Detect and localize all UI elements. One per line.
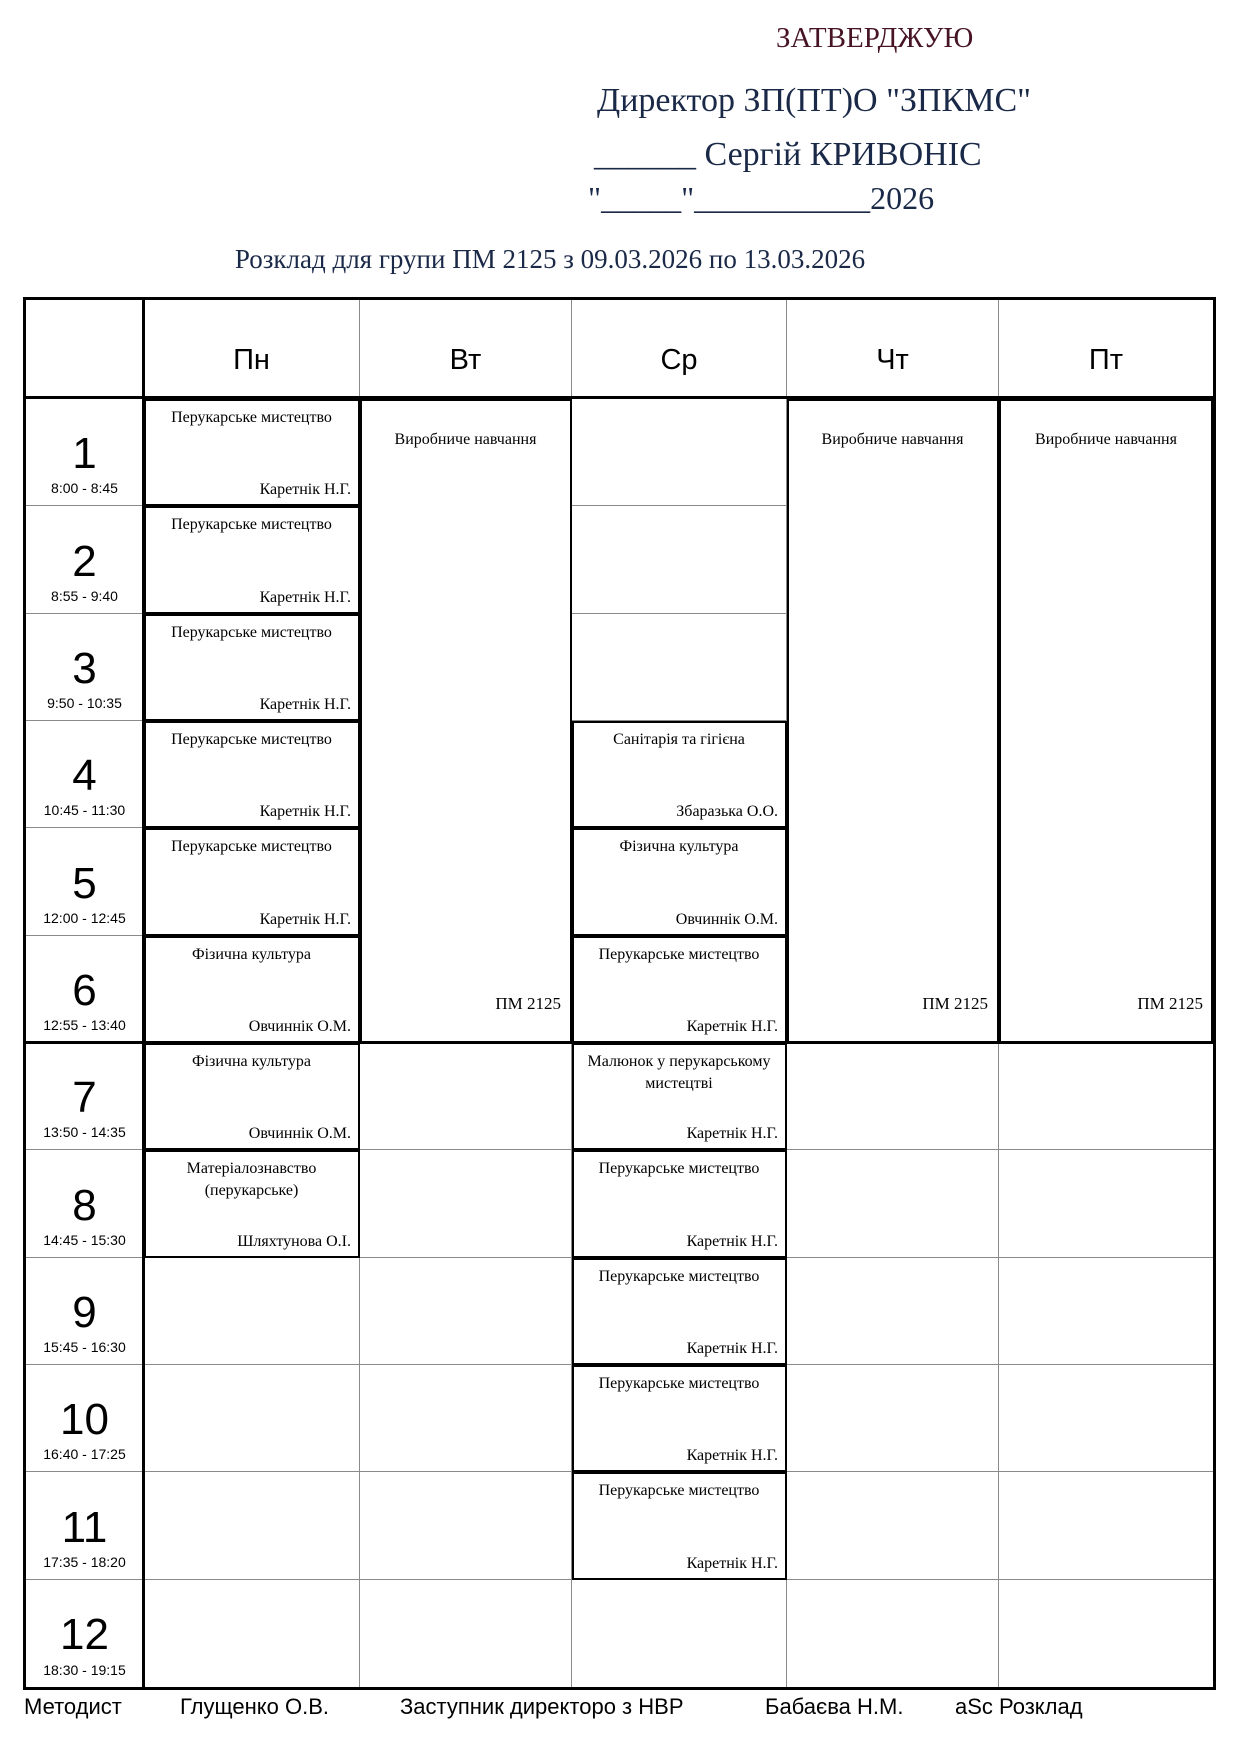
footer-deputy-name: Бабаєва Н.М. [765, 1694, 904, 1719]
lesson-card-mon-1 [144, 399, 360, 506]
empty-cell [787, 1150, 999, 1257]
footer-methodist-name: Глущенко О.В. [180, 1694, 329, 1719]
date-line: "_____"___________2026 [588, 180, 935, 216]
lesson-subject: Малюнок у перукарському мистецтві [587, 1053, 771, 1092]
empty-cell [787, 1043, 999, 1150]
lesson-card-mon-3 [144, 614, 360, 721]
empty-cell [360, 1258, 572, 1365]
lesson-card-wed-8 [572, 1150, 787, 1257]
lesson-room: ПМ 2125 [495, 994, 561, 1013]
period-time: 8:55 - 9:40 [51, 587, 118, 604]
timetable-grid [23, 297, 1216, 1690]
period-number: 7 [72, 1073, 97, 1123]
period-number: 9 [72, 1287, 97, 1337]
practice-card-thu [787, 399, 999, 1043]
period-cell-9 [26, 1258, 144, 1365]
lesson-subject: Виробниче навчання [1035, 431, 1177, 448]
period-number: 3 [72, 643, 97, 693]
lesson-card-wed-10 [572, 1365, 787, 1472]
lesson-card-wed-4 [572, 721, 787, 828]
empty-cell [999, 1472, 1213, 1579]
period6-separator-line [25, 1041, 1214, 1044]
lesson-teacher: Каретнік Н.Г. [686, 1125, 778, 1143]
empty-cell [999, 1043, 1213, 1150]
period-number: 10 [60, 1395, 109, 1445]
lesson-subject: Санітарія та гігієна [613, 731, 745, 748]
lesson-teacher: Каретнік Н.Г. [686, 1340, 778, 1357]
period-time: 8:00 - 8:45 [51, 480, 118, 497]
period-time: 10:45 - 11:30 [43, 802, 126, 819]
footer-methodist-label: Методист [24, 1694, 122, 1719]
period-time: 12:55 - 13:40 [43, 1017, 126, 1033]
lesson-subject: Перукарське мистецтво [598, 1375, 760, 1392]
lesson-teacher: Каретнік Н.Г. [259, 803, 351, 821]
lesson-card-wed-7 [572, 1043, 787, 1150]
lesson-teacher: Овчиннік О.М. [248, 1125, 351, 1143]
empty-cell [360, 1043, 572, 1150]
period-number: 11 [61, 1502, 108, 1552]
lesson-teacher: Каретнік Н.Г. [259, 481, 351, 499]
lesson-teacher: Каретнік Н.Г. [259, 696, 351, 713]
period-cell-2 [26, 506, 144, 613]
period-time: 9:50 - 10:35 [47, 695, 122, 711]
period-time: 17:35 - 18:20 [43, 1553, 126, 1570]
lesson-subject: Перукарське мистецтво [171, 516, 332, 534]
period-time: 14:45 - 15:30 [43, 1231, 126, 1248]
footer-asc-label: aSc Розклад [955, 1694, 1083, 1719]
period-number: 1 [72, 429, 97, 479]
lesson-room: ПМ 2125 [1137, 994, 1203, 1013]
empty-cell [787, 1258, 999, 1365]
lesson-subject: Матеріалознавство (перукарське) [186, 1160, 317, 1199]
empty-cell [144, 1580, 360, 1687]
period-cell-4 [26, 721, 144, 828]
empty-cell [144, 1365, 360, 1472]
period-column-separator-line [142, 299, 145, 1688]
empty-cell [144, 1472, 360, 1579]
lesson-subject: Фізична культура [191, 1053, 312, 1070]
empty-cell [999, 1365, 1213, 1472]
day-header-fri: Пт [999, 300, 1213, 399]
empty-cell [999, 1258, 1213, 1365]
period-cell-11 [26, 1472, 144, 1579]
empty-cell [572, 614, 787, 721]
empty-cell [572, 399, 787, 506]
empty-cell [360, 1472, 572, 1579]
period-cell-5 [26, 828, 144, 935]
period-time: 13:50 - 14:35 [43, 1124, 126, 1141]
day-header-tue: Вт [360, 300, 572, 399]
period-time: 12:00 - 12:45 [43, 909, 126, 926]
lesson-subject: Перукарське мистецтво [171, 409, 332, 426]
practice-card-tue [360, 399, 572, 1043]
empty-cell [787, 1472, 999, 1579]
period-cell-8 [26, 1150, 144, 1257]
lesson-subject: Фізична культура [191, 945, 312, 963]
empty-cell [144, 1258, 360, 1365]
empty-cell [787, 1365, 999, 1472]
lesson-subject: Виробниче навчання [394, 431, 537, 448]
empty-cell [360, 1150, 572, 1257]
lesson-subject: Перукарське мистецтво [598, 1482, 760, 1500]
empty-cell [572, 1580, 787, 1687]
lesson-teacher: Каретнік Н.Г. [686, 1018, 778, 1035]
header-separator-line [25, 396, 1214, 399]
lesson-teacher: Шляхтунова О.І. [237, 1232, 351, 1250]
lesson-teacher: Каретнік Н.Г. [259, 588, 351, 606]
lesson-teacher: Збаразька О.О. [676, 803, 778, 821]
lesson-subject: Перукарське мистецтво [171, 838, 332, 856]
lesson-room: ПМ 2125 [922, 994, 988, 1013]
lesson-card-wed-6 [572, 936, 787, 1043]
lesson-teacher: Каретнік Н.Г. [259, 910, 351, 928]
period-cell-7 [26, 1043, 144, 1150]
lesson-card-mon-2 [144, 506, 360, 613]
lesson-subject: Перукарське мистецтво [171, 731, 332, 748]
period-number: 5 [72, 858, 97, 908]
corner-cell [26, 300, 144, 399]
approval-stamp: ЗАТВЕРДЖУЮ [776, 22, 974, 54]
period-cell-3 [26, 614, 144, 721]
lesson-subject: Перукарське мистецтво [598, 945, 760, 963]
period-number: 4 [72, 751, 97, 801]
period-cell-6 [26, 936, 144, 1043]
empty-cell [360, 1365, 572, 1472]
lesson-subject: Перукарське мистецтво [171, 623, 332, 641]
day-header-thu: Чт [787, 300, 999, 399]
footer-deputy-label: Заступник директоро з НВР [400, 1694, 684, 1719]
practice-card-fri [999, 399, 1213, 1043]
lesson-card-mon-5 [144, 828, 360, 935]
lesson-teacher: Каретнік Н.Г. [686, 1232, 778, 1250]
period-time: 16:40 - 17:25 [43, 1446, 126, 1463]
period-time: 18:30 - 19:15 [43, 1662, 126, 1678]
lesson-subject: Фізична культура [619, 838, 739, 856]
period-cell-1 [26, 399, 144, 506]
lesson-card-mon-4 [144, 721, 360, 828]
period-cell-12 [26, 1580, 144, 1687]
empty-cell [572, 506, 787, 613]
period-number: 2 [72, 536, 97, 586]
lesson-subject: Виробниче навчання [821, 431, 964, 448]
empty-cell [787, 1580, 999, 1687]
day-header-wed: Ср [572, 300, 787, 399]
lesson-card-mon-7 [144, 1043, 360, 1150]
lesson-card-mon-8 [144, 1150, 360, 1257]
director-line: Директор ЗП(ПТ)О "ЗПКМС" [597, 82, 1031, 119]
lesson-teacher: Овчиннік О.М. [248, 1018, 351, 1035]
empty-cell [999, 1580, 1213, 1687]
signature-line: ______ Сергій КРИВОНІС [594, 136, 982, 173]
lesson-card-mon-6 [144, 936, 360, 1043]
period-number: 8 [72, 1180, 97, 1230]
period-number: 12 [60, 1610, 109, 1660]
lesson-teacher: Овчиннік О.М. [675, 910, 778, 928]
lesson-card-wed-9 [572, 1258, 787, 1365]
lesson-subject: Перукарське мистецтво [598, 1160, 760, 1178]
lesson-teacher: Каретнік Н.Г. [686, 1554, 778, 1572]
lesson-teacher: Каретнік Н.Г. [686, 1447, 778, 1465]
lesson-subject: Перукарське мистецтво [598, 1267, 760, 1285]
day-header-mon: Пн [144, 300, 360, 399]
empty-cell [360, 1580, 572, 1687]
lesson-card-wed-11 [572, 1472, 787, 1579]
empty-cell [999, 1150, 1213, 1257]
period-cell-10 [26, 1365, 144, 1472]
lesson-card-wed-5 [572, 828, 787, 935]
page-title: Розклад для групи ПМ 2125 з 09.03.2026 по 13.03.2026 [234, 244, 866, 274]
period-time: 15:45 - 16:30 [43, 1339, 126, 1355]
period-number: 6 [72, 965, 97, 1015]
